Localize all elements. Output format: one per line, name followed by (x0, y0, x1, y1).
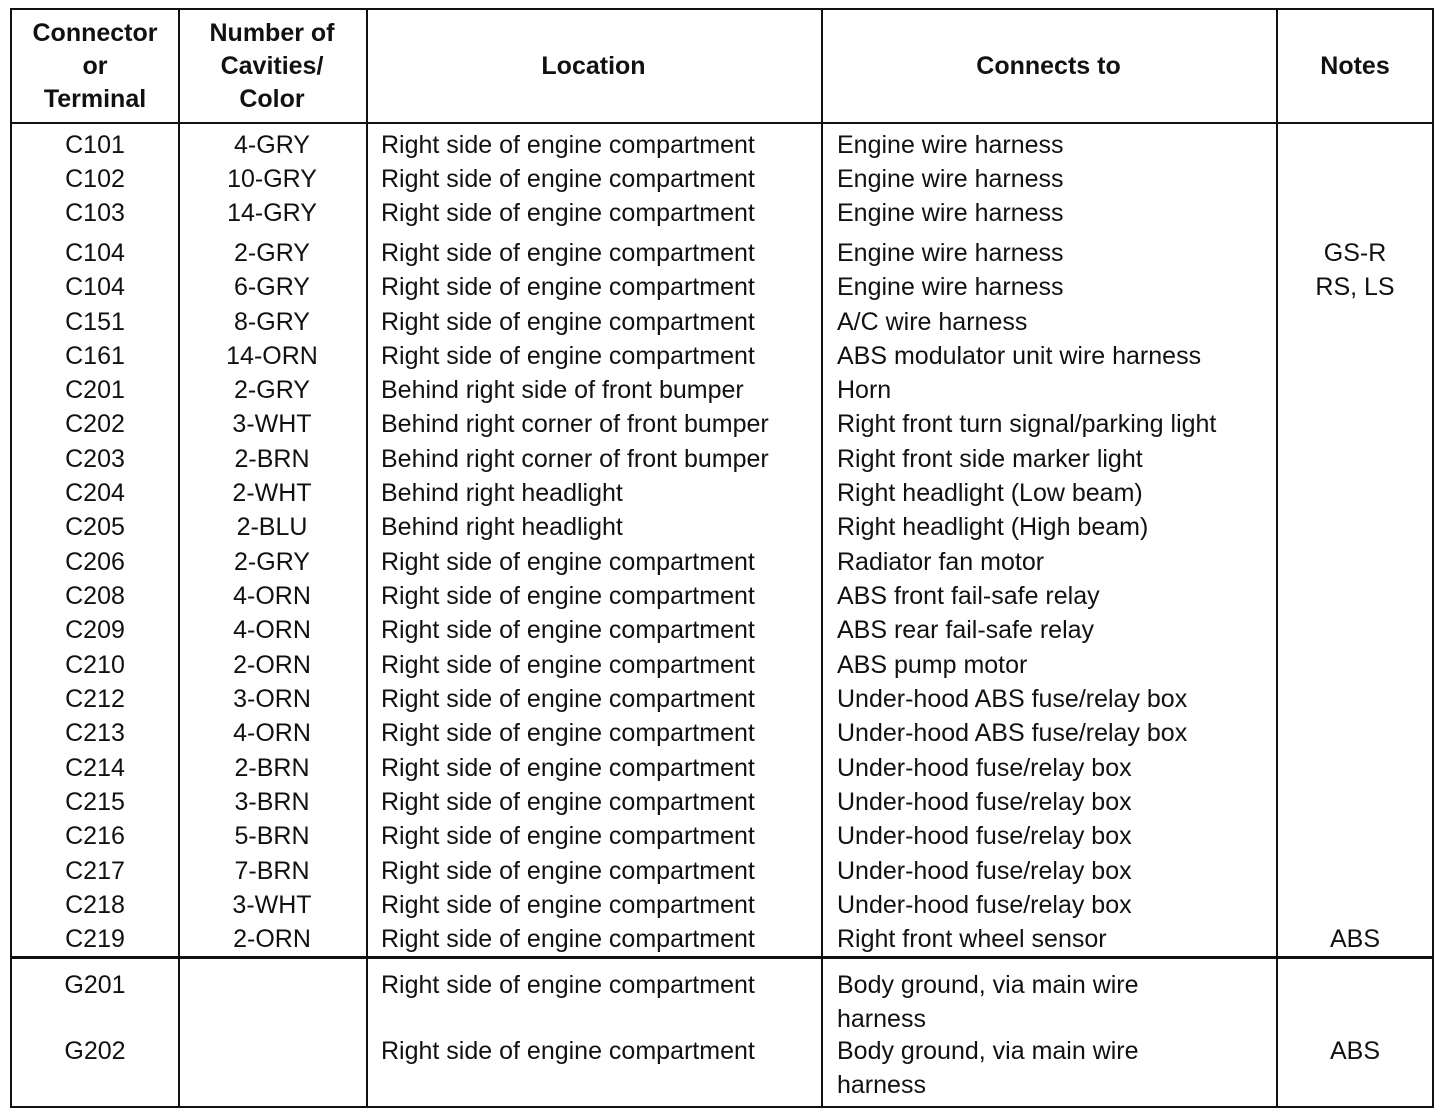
location-cell: Behind right corner of front bumper (381, 410, 769, 438)
notes-cell: ABS (1329, 925, 1381, 953)
location-cell: Right side of engine compartment (381, 788, 755, 816)
cavities-cell: 2-WHT (232, 479, 312, 507)
connects-to-cell: Engine wire harness (837, 239, 1064, 267)
cavities-cell: 7-BRN (234, 857, 310, 885)
connects-to-cell: Right headlight (High beam) (837, 513, 1149, 541)
connects-to-cell: Engine wire harness (837, 131, 1064, 159)
location-cell: Behind right headlight (381, 513, 623, 541)
location-cell: Right side of engine compartment (381, 925, 755, 953)
connector-cell: C209 (65, 616, 125, 644)
connector-cell: C219 (65, 925, 125, 953)
location-cell: Right side of engine compartment (381, 891, 755, 919)
cavities-cell: 5-BRN (234, 822, 310, 850)
cavities-cell: 10-GRY (227, 165, 317, 193)
cavities-cell: 2-BRN (234, 754, 310, 782)
cavities-cell: 3-BRN (234, 788, 310, 816)
header-divider (12, 122, 1432, 124)
table-row (12, 236, 1432, 270)
table-row (12, 648, 1432, 682)
connector-cell: C104 (65, 273, 125, 301)
connector-cell: C104 (65, 239, 125, 267)
cavities-cell: 2-GRY (234, 376, 310, 404)
table-row (12, 339, 1432, 373)
connects-to-cell: Under-hood fuse/relay box (837, 754, 1132, 782)
connector-cell: G201 (64, 971, 126, 999)
location-cell: Right side of engine compartment (381, 857, 755, 885)
location-cell: Right side of engine compartment (381, 548, 755, 576)
location-cell: Right side of engine compartment (381, 685, 755, 713)
connects-to-cell: Engine wire harness (837, 165, 1064, 193)
cavities-cell: 3-WHT (232, 410, 312, 438)
connector-cell: C203 (65, 445, 125, 473)
location-cell: Behind right corner of front bumper (381, 445, 769, 473)
location-cell: Right side of engine compartment (381, 273, 755, 301)
connects-to-cell: ABS modulator unit wire harness (837, 342, 1202, 370)
table-row (12, 751, 1432, 785)
connector-cell: C103 (65, 199, 125, 227)
connector-cell: C210 (65, 651, 125, 679)
connects-to-cell: Under-hood fuse/relay box (837, 822, 1132, 850)
table-row (12, 888, 1432, 922)
table-row (12, 545, 1432, 579)
connects-to-cell: Body ground, via main wire harness (837, 1037, 1139, 1099)
table-row (12, 373, 1432, 407)
cavities-cell: 2-GRY (234, 548, 310, 576)
connects-to-cell: ABS front fail-safe relay (837, 582, 1100, 610)
cavities-cell: 2-GRY (234, 239, 310, 267)
header-connects-to: Connects to (976, 51, 1121, 80)
location-cell: Right side of engine compartment (381, 199, 755, 227)
header-connector: Connector or Terminal (32, 18, 158, 113)
location-cell: Right side of engine compartment (381, 165, 755, 193)
notes-cell: ABS (1329, 1037, 1381, 1065)
connector-cell: C206 (65, 548, 125, 576)
table-row (12, 854, 1432, 888)
connector-cell: C215 (65, 788, 125, 816)
connects-to-cell: ABS rear fail-safe relay (837, 616, 1095, 644)
connects-to-cell: Right front side marker light (837, 445, 1143, 473)
connector-cell: C101 (65, 131, 125, 159)
cavities-cell: 14-GRY (227, 199, 317, 227)
connector-cell: C102 (65, 165, 125, 193)
connects-to-cell: Right front turn signal/parking light (837, 410, 1217, 438)
table-row (12, 922, 1432, 956)
table-row (12, 682, 1432, 716)
connects-to-cell: Right headlight (Low beam) (837, 479, 1143, 507)
connector-cell: C208 (65, 582, 125, 610)
header-notes: Notes (1320, 51, 1390, 80)
table-row (12, 1034, 1432, 1102)
connects-to-cell: Horn (837, 376, 892, 404)
header-cavities: Number of Cavities/ Color (209, 18, 335, 113)
table-row (12, 305, 1432, 339)
connects-to-cell: Under-hood fuse/relay box (837, 891, 1132, 919)
table-row (12, 442, 1432, 476)
location-cell: Right side of engine compartment (381, 616, 755, 644)
location-cell: Right side of engine compartment (381, 754, 755, 782)
cavities-cell: 2-ORN (233, 925, 311, 953)
connector-cell: C201 (65, 376, 125, 404)
location-cell: Right side of engine compartment (381, 131, 755, 159)
location-cell: Right side of engine compartment (381, 342, 755, 370)
table-row (12, 968, 1432, 1036)
cavities-cell: 8-GRY (234, 308, 310, 336)
cavities-cell: 2-BLU (236, 513, 308, 541)
connects-to-cell: Engine wire harness (837, 273, 1064, 301)
cavities-cell: 4-ORN (233, 719, 311, 747)
table-row (12, 128, 1432, 162)
location-cell: Right side of engine compartment (381, 582, 755, 610)
notes-cell: GS-R (1323, 239, 1387, 267)
connects-to-cell: Engine wire harness (837, 199, 1064, 227)
location-cell: Right side of engine compartment (381, 971, 755, 999)
table-row (12, 510, 1432, 544)
connector-cell: C205 (65, 513, 125, 541)
table-row (12, 613, 1432, 647)
table-row (12, 162, 1432, 196)
table-row (12, 270, 1432, 304)
table-row (12, 716, 1432, 750)
cavities-cell: 4-GRY (234, 131, 310, 159)
table-row (12, 579, 1432, 613)
table-row (12, 407, 1432, 441)
connector-cell: C161 (65, 342, 125, 370)
table-row (12, 196, 1432, 230)
connects-to-cell: Under-hood fuse/relay box (837, 857, 1132, 885)
connects-to-cell: Under-hood ABS fuse/relay box (837, 719, 1188, 747)
header-location: Location (541, 51, 646, 80)
connector-cell: C212 (65, 685, 125, 713)
connector-cell: C204 (65, 479, 125, 507)
cavities-cell: 3-ORN (233, 685, 311, 713)
connector-cell: C213 (65, 719, 125, 747)
connects-to-cell: A/C wire harness (837, 308, 1028, 336)
connects-to-cell: Right front wheel sensor (837, 925, 1107, 953)
cavities-cell: 3-WHT (232, 891, 312, 919)
location-cell: Behind right side of front bumper (381, 376, 744, 404)
cavities-cell: 14-ORN (226, 342, 318, 370)
table-row (12, 819, 1432, 853)
connects-to-cell: Under-hood fuse/relay box (837, 788, 1132, 816)
location-cell: Right side of engine compartment (381, 1037, 755, 1065)
location-cell: Right side of engine compartment (381, 719, 755, 747)
connector-cell: C151 (65, 308, 125, 336)
cavities-cell: 4-ORN (233, 582, 311, 610)
location-cell: Behind right headlight (381, 479, 623, 507)
connector-cell: C217 (65, 857, 125, 885)
location-cell: Right side of engine compartment (381, 308, 755, 336)
cavities-cell: 2-ORN (233, 651, 311, 679)
connector-cell: C214 (65, 754, 125, 782)
location-cell: Right side of engine compartment (381, 822, 755, 850)
connects-to-cell: Under-hood ABS fuse/relay box (837, 685, 1188, 713)
location-cell: Right side of engine compartment (381, 651, 755, 679)
notes-cell: RS, LS (1315, 273, 1395, 301)
connector-cell: C216 (65, 822, 125, 850)
cavities-cell: 2-BRN (234, 445, 310, 473)
cavities-cell: 6-GRY (234, 273, 310, 301)
connector-cell: G202 (64, 1037, 126, 1065)
connector-table (10, 8, 1434, 1108)
connects-to-cell: Radiator fan motor (837, 548, 1045, 576)
table-row (12, 476, 1432, 510)
connector-cell: C202 (65, 410, 125, 438)
connects-to-cell: Body ground, via main wire harness (837, 971, 1139, 1033)
location-cell: Right side of engine compartment (381, 239, 755, 267)
table-row (12, 785, 1432, 819)
connects-to-cell: ABS pump motor (837, 651, 1028, 679)
cavities-cell: 4-ORN (233, 616, 311, 644)
connector-cell: C218 (65, 891, 125, 919)
section-divider (12, 956, 1432, 959)
